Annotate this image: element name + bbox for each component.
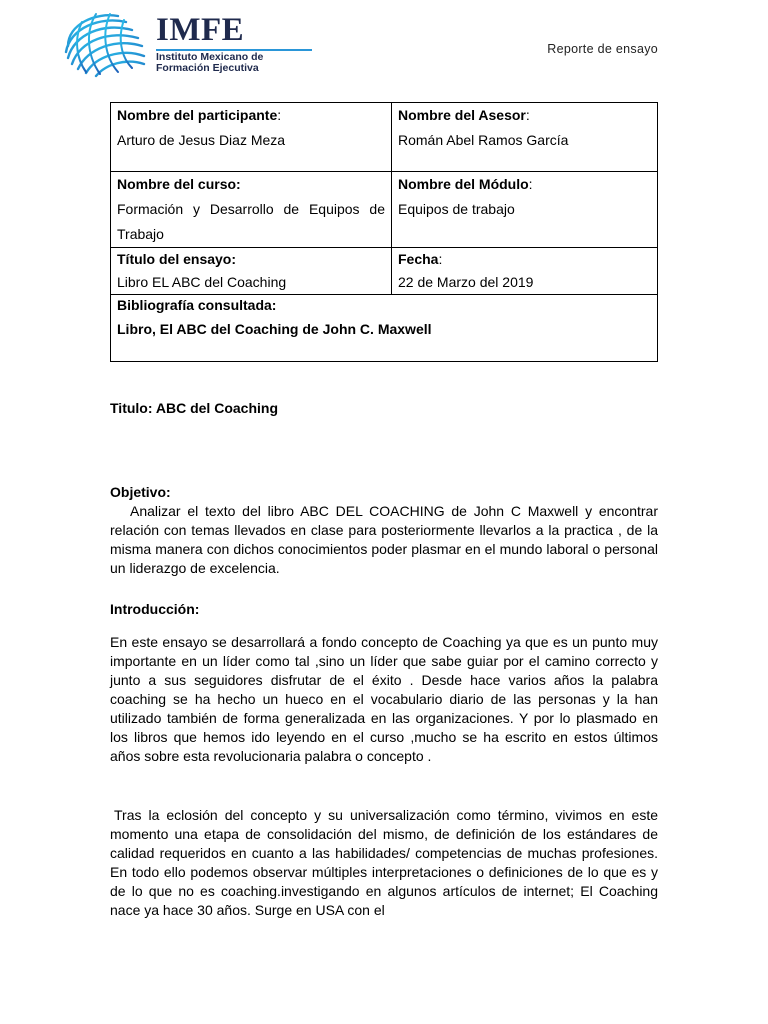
report-type-label: Reporte de ensayo (547, 42, 658, 56)
participant-info-table (110, 102, 658, 362)
advisor-value: Román Abel Ramos García (398, 132, 569, 148)
bibliography-cell (111, 295, 658, 362)
essay-title-value: Libro EL ABC del Coaching (117, 274, 287, 290)
globe-icon (56, 6, 152, 78)
logo-subtitle (156, 52, 326, 74)
module-cell: Nombre del Módulo: Equipos de trabajo (392, 172, 658, 248)
essay-title-label: Título del ensayo: (117, 251, 237, 267)
imfe-logo (56, 6, 266, 78)
essay-title: Titulo: ABC del Coaching (110, 400, 278, 416)
essay-title-cell (111, 248, 392, 295)
date-cell: Fecha: 22 de Marzo del 2019 (392, 248, 658, 295)
course-cell (111, 172, 392, 248)
objective-section (110, 483, 658, 578)
date-value: 22 de Marzo del 2019 (398, 274, 534, 290)
objective-text: Analizar el texto del libro ABC DEL COACHING de John C Maxwell y encontrar relación con temas llevados en clase para posteriormente llevarlos a la practica , de la misma manera con dichos conocimientos poder plasmar en el mundo laboral o personal un liderazgo de excelencia. (110, 503, 658, 576)
participant-value: Arturo de Jesus Diaz Meza (117, 132, 286, 148)
module-label: Nombre del Módulo (398, 176, 529, 192)
logo-subtitle-line2: Formación Ejecutiva (156, 62, 259, 74)
date-label: Fecha (398, 251, 439, 267)
introduction-paragraph-2: Tras la eclosión del concepto y su universalización como término, vivimos en este momento una etapa de consolidación del mismo, de definición de los estándares de calidad requeridos en cuanto a las habilidades/ competencias de muchas profesiones. En todo ello podemos observar múltiples interpretaciones o definiciones de lo que es y de lo que no es coaching.investigando en algunos artículos de internet; El Coaching nace ya hace 30 años. Surge en USA con el (110, 807, 658, 918)
logo-name: IMFE (156, 12, 245, 48)
participant-label: Nombre del participante (117, 107, 278, 123)
objective-heading: Objetivo: (110, 484, 171, 500)
logo-subtitle-line1: Instituto Mexicano de (156, 51, 264, 63)
bibliography-label: Bibliografía consultada: (117, 297, 277, 313)
introduction-heading: Introducción: (110, 601, 200, 617)
advisor-cell: Nombre del Asesor: Román Abel Ramos García (392, 103, 658, 172)
bibliography-value: Libro, El ABC del Coaching de John C. Maxwell (117, 321, 432, 337)
advisor-label: Nombre del Asesor (398, 107, 526, 123)
course-label: Nombre del curso: (117, 176, 241, 192)
module-value: Equipos de trabajo (398, 201, 515, 217)
course-value: Formación y Desarrollo de Equipos de Trabajo (117, 201, 385, 242)
participant-cell: Nombre del participante: Arturo de Jesus Diaz Meza (111, 103, 392, 172)
introduction-paragraph-1: En este ensayo se desarrollará a fondo concepto de Coaching ya que es un punto muy importante en un líder como tal ,sino un líder que sabe guiar por el camino correcto y junto a sus seguidores disfrutar de el éxito . Desde hace varios años la palabra coaching se ha hecho un hueco en el vocabulario diario de las personas y la han utilizado también de forma generalizada en las organizaciones. Y por lo plasmado en los libros que hemos ido leyendo en el curso ,mucho se ha escrito en estos últimos años sobre esta revolucionaria palabra o concepto . (110, 634, 658, 764)
